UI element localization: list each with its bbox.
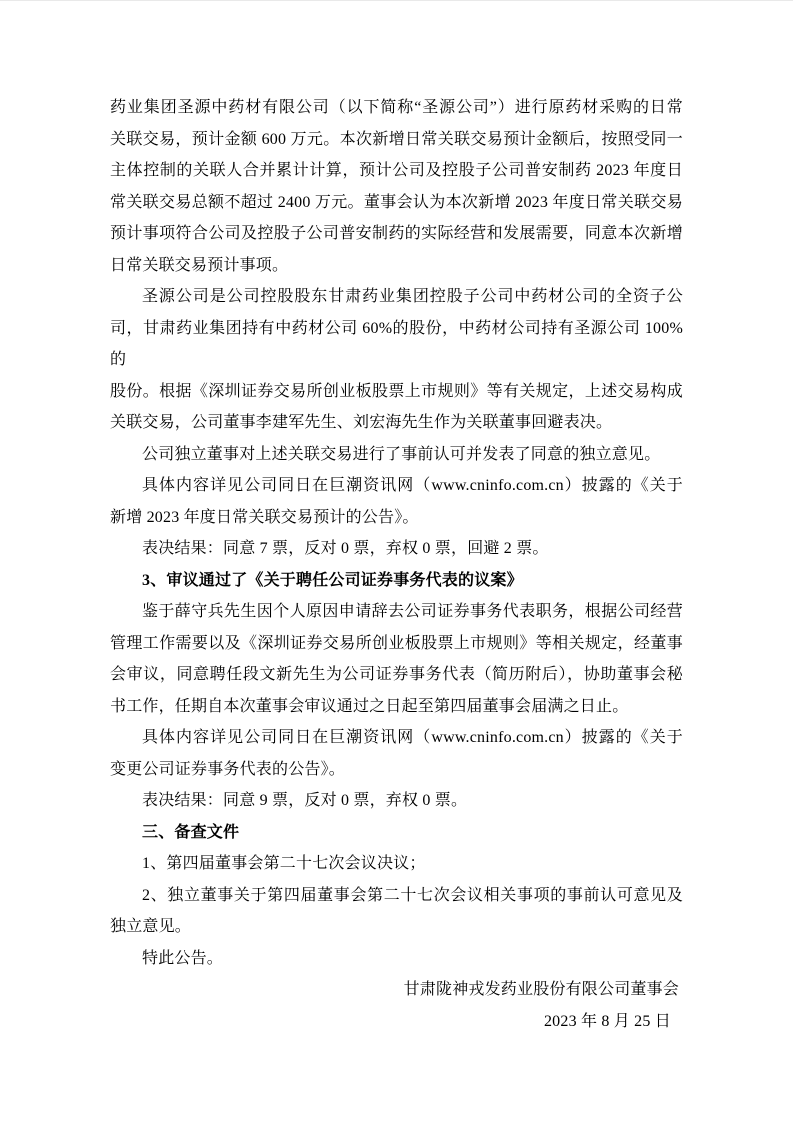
body-line: 管理工作需要以及《深圳证券交易所创业板股票上市规则》等相关规定，经董事 — [110, 634, 683, 652]
signature-company: 甘肃陇神戎发药业股份有限公司董事会 — [403, 981, 679, 998]
body-line: 关联交易，公司董事李建军先生、刘宏海先生作为关联董事回避表决。 — [110, 414, 613, 431]
body-line: 日常关联交易预计事项。 — [110, 256, 289, 274]
body-line: 具体内容详见公司同日在巨潮资讯网（www.cninfo.com.cn）披露的《关于 — [142, 729, 683, 746]
document-page — [0, 1, 793, 1123]
body-line: 书工作，任期自本次董事会审议通过之日起至第四届董事会届满之日止。 — [110, 697, 629, 715]
body-line: 变更公司证券事务代表的公告》。 — [110, 760, 346, 778]
body-line: 公司独立董事对上述关联交易进行了事前认可并发表了同意的独立意见。 — [142, 445, 661, 463]
body-line: 新增 2023 年度日常关联交易预计的公告》。 — [110, 508, 419, 526]
body-line: 预计事项符合公司及控股子公司普安制药的实际经营和发展需要，同意本次新增 — [110, 225, 683, 242]
body-line: 鉴于薛守兵先生因个人原因申请辞去公司证券事务代表职务，根据公司经营 — [142, 603, 683, 620]
list-item: 1、第四届董事会第二十七次会议决议； — [142, 855, 426, 872]
body-line: 股份。根据《深圳证券交易所创业板股票上市规则》等有关规定，上述交易构成 — [110, 382, 683, 400]
body-line: 具体内容详见公司同日在巨潮资讯网（www.cninfo.com.cn）披露的《关于 — [142, 477, 683, 494]
section-heading-item3: 3、审议通过了《关于聘任公司证券事务代表的议案》 — [142, 571, 523, 589]
body-line: 药业集团圣源中药材有限公司（以下简称“圣源公司”）进行原药材采购的日常 — [110, 99, 683, 116]
body-line: 会审议，同意聘任段文新先生为公司证券事务代表（简历附后），协助董事会秘 — [110, 666, 683, 683]
document-body — [110, 92, 683, 1037]
body-line: 独立意见。 — [110, 918, 192, 935]
closing-line: 特此公告。 — [142, 949, 224, 967]
vote-result-line: 表决结果：同意 7 票，反对 0 票，弃权 0 票，回避 2 票。 — [142, 540, 549, 557]
body-line: 圣源公司是公司控股股东甘肃药业集团控股子公司中药材公司的全资子公 — [142, 288, 683, 305]
list-item: 2、独立董事关于第四届董事会第二十七次会议相关事项的事前认可意见及 — [142, 886, 683, 904]
signature-date: 2023 年 8 月 25 日 — [543, 1012, 671, 1030]
body-line: 常关联交易总额不超过 2400 万元。董事会认为本次新增 2023 年度日常关联交易 — [110, 193, 683, 211]
body-line: 主体控制的关联人合并累计计算，预计公司及控股子公司普安制药 2023 年度日 — [110, 162, 683, 179]
body-line: 关联交易，预计金额 600 万元。本次新增日常关联交易预计金额后，按照受同一 — [110, 130, 683, 148]
vote-result-line: 表决结果：同意 9 票，反对 0 票，弃权 0 票。 — [142, 792, 468, 809]
body-line: 司，甘肃药业集团持有中药材公司 60%的股份，中药材公司持有圣源公司 100%的 — [110, 319, 683, 368]
section-heading-documents: 三、备查文件 — [142, 823, 240, 841]
